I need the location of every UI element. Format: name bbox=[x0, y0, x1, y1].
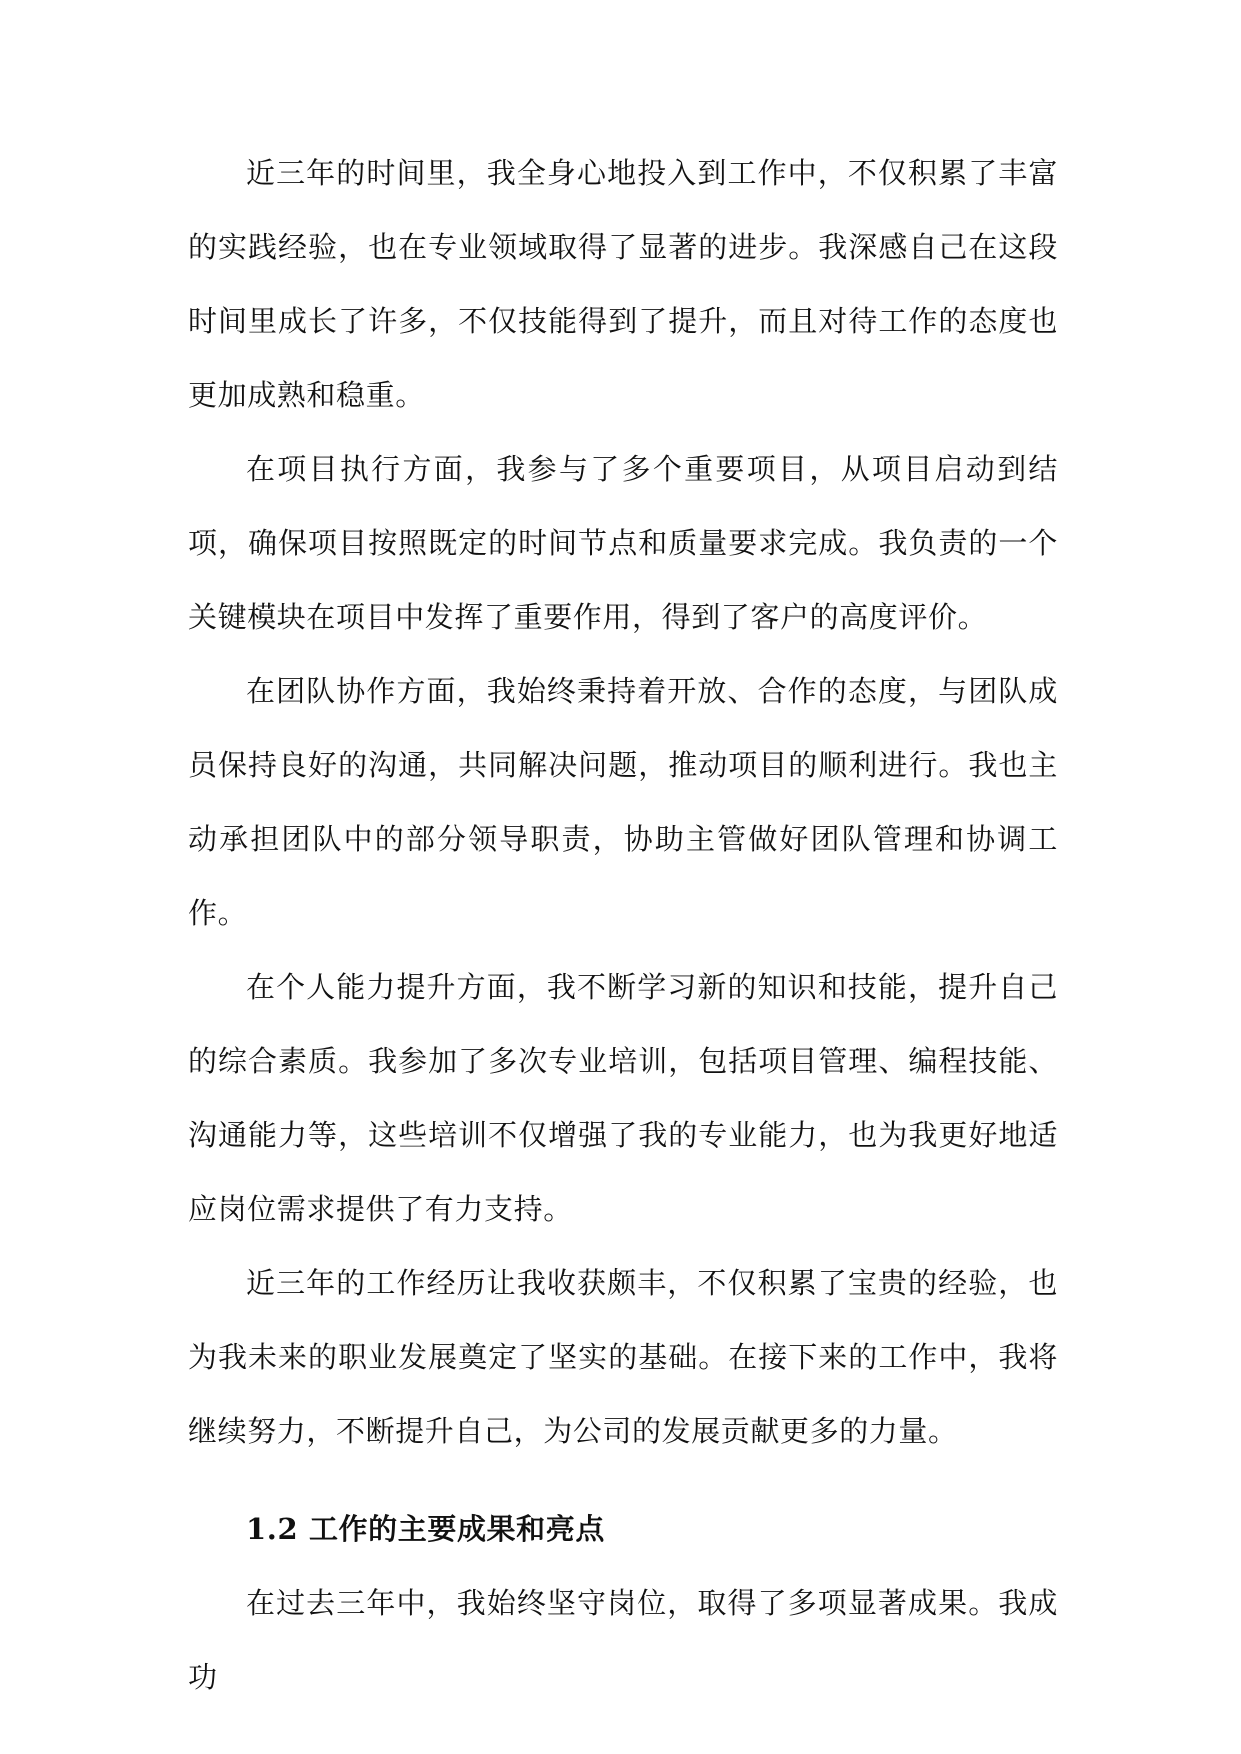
paragraph-achievements: 在过去三年中，我始终坚守岗位，取得了多项显著成果。我成功 bbox=[188, 1586, 1058, 1694]
paragraph-work-overview: 近三年的时间里，我全身心地投入到工作中，不仅积累了丰富的实践经验，也在专业领域取得了显著的进步。我深感自己在这段时间里成长了许多，不仅技能得到了提升，而且对待工作的态度也更加成熟和稳重。 bbox=[188, 156, 1058, 412]
document-body bbox=[188, 136, 1058, 1714]
paragraph-project-execution: 在项目执行方面，我参与了多个重要项目，从项目启动到结项，确保项目按照既定的时间节点和质量要求完成。我负责的一个关键模块在项目中发挥了重要作用，得到了客户的高度评价。 bbox=[188, 452, 1058, 634]
paragraph-summary: 近三年的工作经历让我收获颇丰，不仅积累了宝贵的经验，也为我未来的职业发展奠定了坚实的基础。在接下来的工作中，我将继续努力，不断提升自己，为公司的发展贡献更多的力量。 bbox=[188, 1266, 1058, 1448]
paragraph-personal-growth: 在个人能力提升方面，我不断学习新的知识和技能，提升自己的综合素质。我参加了多次专业培训，包括项目管理、编程技能、沟通能力等，这些培训不仅增强了我的专业能力，也为我更好地适应岗位需求提供了有力支持。 bbox=[188, 970, 1058, 1226]
section-heading: 1.2 工作的主要成果和亮点 bbox=[246, 1512, 605, 1546]
paragraph-team-collaboration: 在团队协作方面，我始终秉持着开放、合作的态度，与团队成员保持良好的沟通，共同解决问题，推动项目的顺利进行。我也主动承担团队中的部分领导职责，协助主管做好团队管理和协调工作。 bbox=[188, 674, 1058, 930]
